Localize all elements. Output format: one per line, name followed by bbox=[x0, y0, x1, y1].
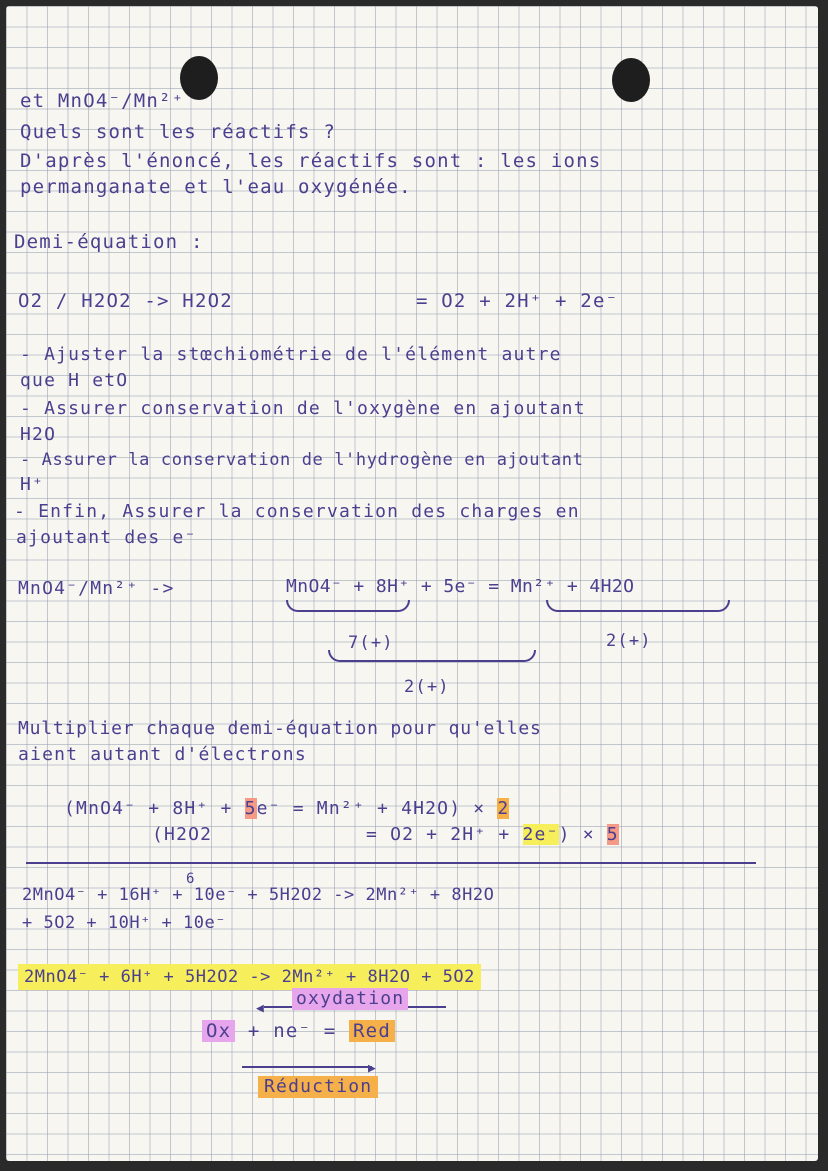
arrow-head-left: ◀ bbox=[256, 1001, 266, 1016]
half-eq-o2-right: = O2 + 2H⁺ + 2e⁻ bbox=[416, 290, 619, 312]
final-equation: 2MnO4⁻ + 6H⁺ + 5H2O2 -> 2Mn²⁺ + 8H2O + 5O2 bbox=[18, 964, 481, 990]
highlight-2: 2 bbox=[497, 798, 510, 819]
reduction-arrow bbox=[242, 1066, 372, 1068]
step-3: - Assurer la conservation de l'hydrogène en ajoutant bbox=[20, 450, 584, 470]
multiply-line-1 bbox=[64, 798, 509, 820]
multiply-1-part: (MnO4⁻ + 8H⁺ + bbox=[64, 798, 233, 819]
multiply-line-2 bbox=[366, 824, 619, 846]
charge-total: 2(+) bbox=[404, 677, 450, 697]
highlight-5: 5 bbox=[606, 824, 619, 845]
charge-brace bbox=[546, 600, 730, 612]
charge-right: 2(+) bbox=[606, 631, 652, 651]
sum-line-2: + 5O2 + 10H⁺ + 10e⁻ bbox=[22, 913, 226, 933]
oxidation-label: oxydation bbox=[292, 988, 408, 1010]
punch-hole bbox=[180, 56, 218, 100]
redox-relation bbox=[202, 1020, 395, 1042]
separator-rule bbox=[26, 862, 756, 864]
sum-line-1: 2MnO4⁻ + 16H⁺ + 10e⁻ + 5H2O2 -> 2Mn²⁺ + 8H2O bbox=[22, 885, 495, 905]
step-1: - Ajuster la stœchiométrie de l'élément autre bbox=[20, 344, 562, 365]
highlight-2e: 2e⁻ bbox=[522, 824, 559, 845]
charge-brace bbox=[286, 600, 410, 612]
line-couple: et MnO4⁻/Mn²⁺ bbox=[20, 90, 185, 112]
red-label: Red bbox=[349, 1020, 395, 1042]
charge-brace bbox=[328, 650, 536, 662]
charge-left: 7(+) bbox=[348, 633, 394, 653]
line-question: Quels sont les réactifs ? bbox=[20, 121, 336, 143]
step-2-cont: H2O bbox=[20, 424, 57, 445]
multiply-line-2-left: (H2O2 bbox=[152, 824, 213, 845]
multiply-2-part: = O2 + 2H⁺ + bbox=[366, 824, 511, 845]
half-eq-o2-left: O2 / H2O2 -> H2O2 bbox=[18, 290, 233, 312]
instruction: Multiplier chaque demi-équation pour qu'elles bbox=[18, 718, 542, 739]
reduction-label: Réduction bbox=[258, 1076, 378, 1098]
step-2: - Assurer conservation de l'oxygène en ajoutant bbox=[20, 398, 586, 419]
arrow-head-right: ▶ bbox=[368, 1061, 378, 1076]
instruction-cont: aient autant d'électrons bbox=[18, 744, 307, 765]
step-4: - Enfin, Assurer la conservation des charges en bbox=[14, 501, 580, 522]
punch-hole bbox=[612, 58, 650, 102]
line-answer-cont: permanganate et l'eau oxygénée. bbox=[20, 176, 412, 198]
step-1-cont: que H etO bbox=[20, 370, 129, 391]
notebook-page bbox=[6, 6, 818, 1161]
section-heading: Demi-équation : bbox=[14, 231, 204, 253]
correction-6: 6 bbox=[186, 871, 196, 887]
highlight-5: 5 bbox=[244, 798, 257, 819]
half-eq-mn-label: MnO4⁻/Mn²⁺ -> bbox=[18, 578, 175, 599]
multiply-2-part: ) × bbox=[558, 824, 595, 845]
half-eq-mn: MnO4⁻ + 8H⁺ + 5e⁻ = Mn²⁺ + 4H2O bbox=[286, 576, 635, 597]
line-answer: D'après l'énoncé, les réactifs sont : les ions bbox=[20, 150, 602, 172]
relation-mid: + ne⁻ = bbox=[247, 1020, 337, 1042]
multiply-1-part: e⁻ = Mn²⁺ + 4H2O) × bbox=[256, 798, 486, 819]
step-3-cont: H⁺ bbox=[20, 474, 45, 495]
step-4-cont: ajoutant des e⁻ bbox=[16, 527, 197, 548]
ox-label: Ox bbox=[202, 1020, 235, 1042]
